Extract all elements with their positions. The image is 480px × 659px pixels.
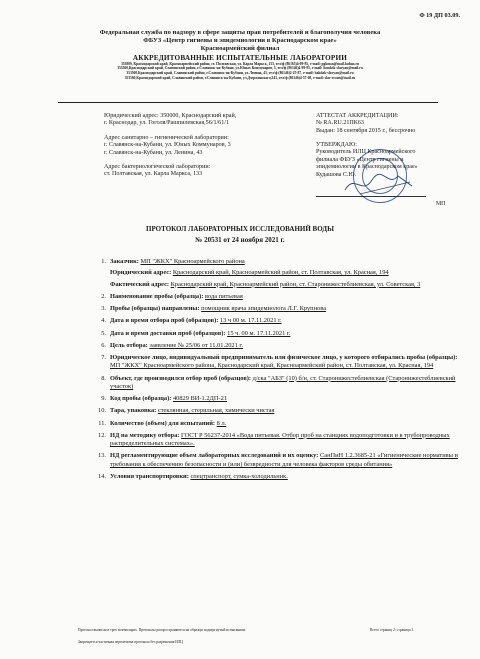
accreditation-issued: Выдан: 18 сентября 2015 г., бессрочно bbox=[316, 127, 416, 134]
approve-signer: Кудашова С.Ю. bbox=[316, 171, 357, 178]
item-sample-name bbox=[90, 293, 460, 301]
approve-line2: Руководитель ИЛЦ Красноармейского bbox=[316, 149, 416, 156]
legal-address-line1: Юридический адрес: 350000, Краснодарский край, bbox=[104, 113, 237, 119]
item-value: 40829 ВИ-1.2ДП-21 bbox=[172, 395, 228, 403]
item-label: НД регламентирующие объем лабораторных исследований и их оценку: bbox=[110, 452, 319, 460]
approve-line3: филиала ФБУЗ «Центр гигиены и bbox=[316, 156, 404, 163]
item-object bbox=[90, 375, 460, 392]
signature-icon bbox=[340, 168, 420, 198]
item-number: 11. bbox=[98, 419, 106, 427]
item-sampling-time bbox=[90, 317, 460, 325]
customer-fact-value: Краснодарский край, Красноармейский район, ст. Старонижестеблиевская, ул. Советская, 3 bbox=[170, 280, 421, 288]
item-value: вода питьевая bbox=[205, 293, 243, 301]
item-value: МП "ЖКХ" Красноармейского района bbox=[140, 258, 245, 265]
item-value: 15 ч. 00 м. 17.11.2021 г. bbox=[227, 329, 291, 337]
item-value: помощник врача эпидемиолога Л.Г. Крупнова bbox=[201, 305, 326, 313]
item-label: Пробы (образцы) направлены: bbox=[110, 305, 200, 313]
item-value: 13 ч 00 м. 17.11.2021 г. bbox=[219, 317, 282, 325]
customer-legal-label: Юридический адрес: bbox=[110, 269, 172, 277]
form-code: Ф 19 ДП 03.09. bbox=[419, 12, 460, 19]
item-transport bbox=[90, 473, 460, 481]
customer-fact-label: Фактический адрес: bbox=[110, 280, 170, 288]
item-packaging bbox=[90, 407, 460, 415]
stamp-place-label: МП bbox=[436, 201, 446, 207]
header-divider bbox=[58, 102, 438, 103]
header-address-2: 353560,Краснодарский край, Славянский район, г.Славянск-на-Кубани, ул.Юных Коммунаров, 3, тел/ф (86146)4-99-95, e-mail: lizmksk-slavyan@mail.ru bbox=[117, 66, 363, 71]
item-sent-by bbox=[90, 305, 460, 313]
branch-name: Красноармейский филиал bbox=[200, 45, 280, 53]
lab-address-line2: г. Славянск-на-Кубани, ул. Юных Коммунаров, 3 bbox=[104, 142, 231, 149]
item-label: Количество (объем) для испытаний: bbox=[110, 419, 216, 427]
item-number: 8. bbox=[101, 374, 106, 382]
accreditation-block bbox=[316, 113, 466, 135]
agency-name: Федеральная служба по надзору в сфере защиты прав потребителей и благополучия человека bbox=[99, 29, 381, 36]
item-label: Код пробы (образца): bbox=[110, 395, 172, 403]
protocol-items bbox=[90, 258, 460, 485]
document-header bbox=[0, 29, 480, 80]
item-sample-code bbox=[90, 395, 460, 403]
item-value: спецтранспорт, сумка-холодильник. bbox=[190, 473, 288, 481]
item-purpose bbox=[90, 342, 460, 350]
footer-page-count: Всего страниц 2; страница 1. bbox=[370, 628, 415, 632]
lab-address-line1: Адрес санитарно – гигиенической лаборатории: bbox=[104, 134, 229, 141]
item-value: стеклянная, стерильная, химически чистая bbox=[157, 407, 275, 415]
protocol-title bbox=[0, 224, 480, 246]
bact-address-line2: ст. Полтавская, ул. Карла Маркса, 133 bbox=[104, 171, 203, 178]
item-label: Условия транспортировки: bbox=[110, 473, 189, 481]
bact-address-line1: Адрес бактериологической лаборатории: bbox=[104, 164, 211, 171]
protocol-number: № 20531 от 24 ноября 2021 г. bbox=[195, 236, 285, 244]
item-number: 12. bbox=[98, 431, 106, 439]
item-number: 14. bbox=[98, 473, 106, 481]
item-number: 10. bbox=[98, 407, 106, 415]
item-entity bbox=[90, 354, 460, 371]
signature-line bbox=[316, 196, 426, 197]
item-label: Дата и время отбора проб (образцов): bbox=[110, 317, 219, 325]
approve-line4: эпидемиологии в Краснодарском крае» bbox=[316, 164, 418, 171]
legal-address-line2: г. Краснодар, ул. Гоголя/Рашпилевская,56/1/61/1 bbox=[104, 120, 230, 127]
item-customer bbox=[90, 258, 460, 289]
item-label: Объект, где производился отбор проб (образцов): bbox=[110, 374, 252, 382]
item-value: 8 л. bbox=[216, 419, 227, 427]
item-label: Наименование пробы (образца): bbox=[110, 293, 204, 301]
item-value: д/ска "АБЗ" (10) б/н, ст. Старонижестеблиевская (Старонижестеблиевский участок) bbox=[110, 374, 456, 391]
item-value: ГОСТ Р 56237-2014 «Вода питьевая. Отбор проб на станциях водоподготовки и в трубопроводных распределительных системах». bbox=[110, 431, 450, 448]
item-value: МП "ЖКХ" Красноармейского района, Краснодарский край, Красноармейский район, ст. Полтавская, ул. Красная, 194 bbox=[110, 362, 434, 370]
item-label: Юридическое лицо, индивидуальный предприниматель или физическое лицо, у которого отбирались пробы (образцы): bbox=[110, 354, 458, 362]
header-address-3: 353560,Краснодарский край, Славянский район, г.Славянск-на-Кубани, ул.Ленина, 43, тел/ф (86146)2-25-87, e-mail: bakdak-slavyan@mail.ru bbox=[126, 71, 354, 75]
item-number: 3. bbox=[101, 305, 106, 313]
lab-heading: АККРЕДИТОВАННЫЕ ИСПЫТАТЕЛЬНЫЕ ЛАБОРАТОРИИ bbox=[132, 53, 348, 62]
footer-note-1: Протокол выписан в трех экземплярах. Протоколы распространяются на образцы подвергнутый испытаниям. bbox=[78, 628, 247, 632]
item-number: 6. bbox=[101, 341, 106, 349]
item-value: СанПиН 1.2.3685-21 «Гигиенические нормативы и требования к обеспечению безопасности и (или) безвредности для человека факторов среды обитания» bbox=[110, 452, 458, 468]
item-number: 1. bbox=[101, 258, 106, 265]
addresses-block bbox=[104, 113, 274, 186]
item-number: 13. bbox=[98, 452, 106, 460]
item-number: 4. bbox=[101, 317, 106, 325]
item-regulations bbox=[90, 452, 460, 469]
accreditation-number: № RA.RU.21ПК63 bbox=[316, 120, 364, 127]
item-value: заявление № 25/06 от 11.01.2021 г. bbox=[149, 341, 243, 349]
approve-heading: УТВЕРЖДАЮ: bbox=[316, 142, 357, 148]
header-address-1: 353800, Краснодарский край, Красноармейский район, ст. Полтавская, ул. Карла Маркса, 133, тел/ф (86165)4-09-85, e-mail: pgkmsn@mail.kuban.ru bbox=[120, 61, 360, 66]
item-label: НД на методику отбора: bbox=[110, 431, 180, 439]
center-name: ФБУЗ «Центр гигиены и эпидемиологии в Краснодарском крае» bbox=[143, 37, 337, 45]
lab-address-line3: г. Славянск-на-Кубани, ул. Ленина, 43 bbox=[104, 149, 203, 156]
item-delivery-time bbox=[90, 330, 460, 338]
item-label: Тара, упаковка: bbox=[110, 407, 157, 415]
item-label: Цель отбора: bbox=[110, 341, 148, 349]
item-number: 2. bbox=[101, 293, 106, 301]
footer-note-2: Запрещается частичная перепечатка протокола без разрешения ИЛЦ bbox=[78, 640, 183, 644]
item-label: Заказчик: bbox=[110, 258, 139, 265]
accreditation-title: АТТЕСТАТ АККРЕДИТАЦИИ: bbox=[316, 113, 399, 119]
item-number: 9. bbox=[101, 395, 106, 403]
item-number: 7. bbox=[101, 354, 106, 362]
item-label: Дата и время доставки проб (образцов): bbox=[110, 329, 226, 337]
protocol-title-line1: ПРОТОКОЛ ЛАБОРАТОРНЫХ ИССЛЕДОВАНИЙ ВОДЫ bbox=[146, 225, 334, 233]
item-number: 5. bbox=[101, 329, 106, 337]
item-volume bbox=[90, 420, 460, 428]
customer-legal-value: Краснодарский край, Красноармейский район, ст. Полтавская, ул. Красная, 194 bbox=[172, 269, 389, 277]
header-address-4: 353560,Краснодарский край, Славянский район, г.Славянск-на-Кубани, ул.Дзержинского,243, тел/ф (86146)4-57-60, e-mail: slav-ecoan@mail.ru bbox=[124, 75, 356, 80]
item-sampling-method bbox=[90, 432, 460, 449]
